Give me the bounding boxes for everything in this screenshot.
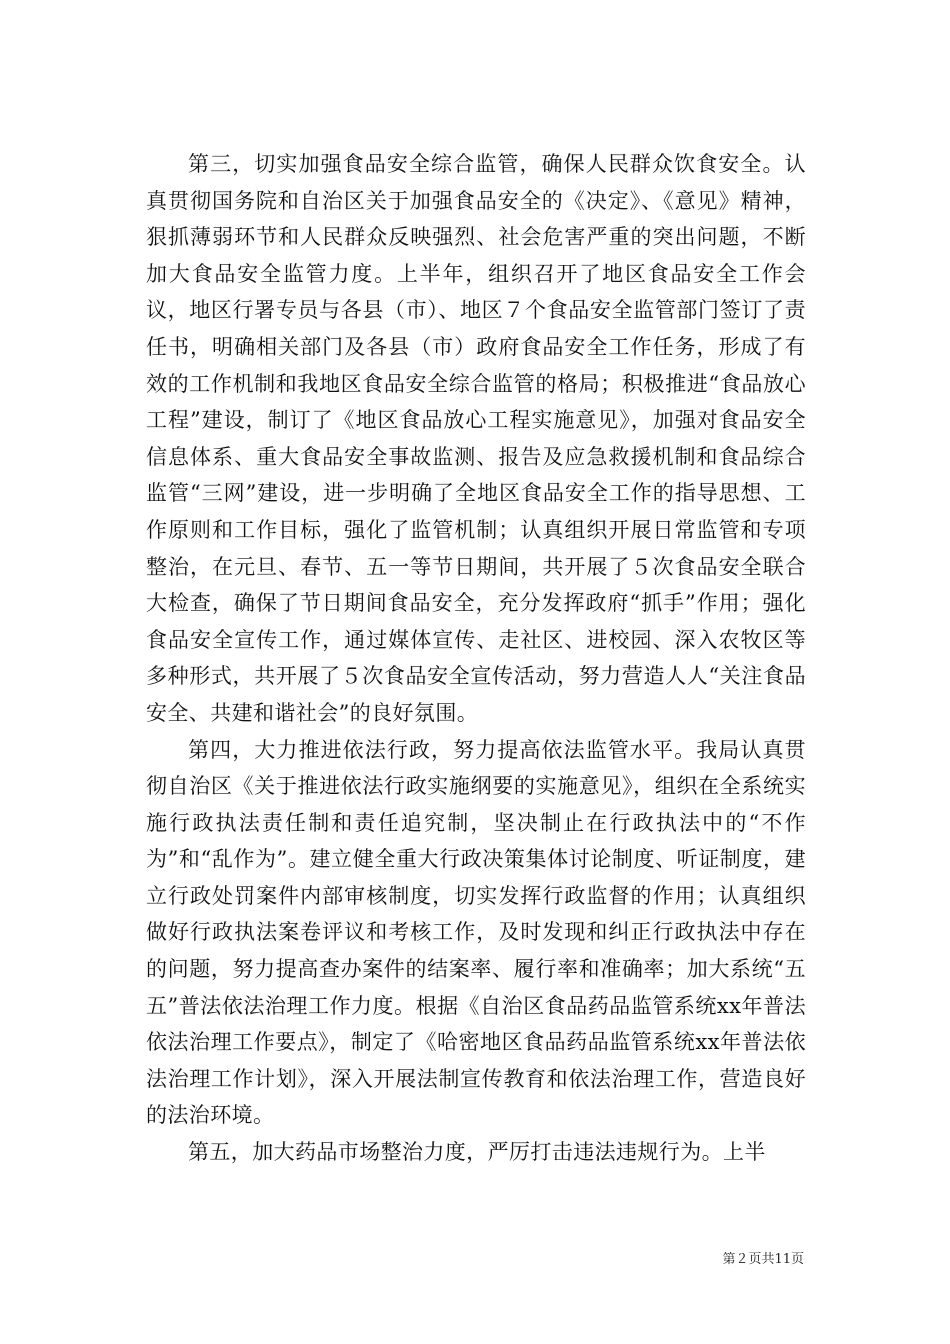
document-body bbox=[146, 146, 806, 1171]
page-number-footer: 第２页共11页 bbox=[722, 1252, 804, 1267]
paragraph-food-safety: 第三，切实加强食品安全综合监管，确保人民群众饮食安全。认真贯彻国务院和自治区关于加强食品安全的《决定》、《意见》精神，狠抓薄弱环节和人民群众反映强烈、社会危害严重的突出问题，不断加大食品安全监管力度。上半年，组织召开了地区食品安全工作会议，地区行署专员与各县（市）、地区７个食品安全监管部门签订了责任书，明确相关部门及各县（市）政府食品安全工作任务，形成了有效的工作机制和我地区食品安全综合监管的格局；积极推进“食品放心工程”建设，制订了《地区食品放心工程实施意见》，加强对食品安全信息体系、重大食品安全事故监测、报告及应急救援机制和食品综合监管“三网”建设，进一步明确了全地区食品安全工作的指导思想、工作原则和工作目标，强化了监管机制；认真组织开展日常监管和专项整治，在元旦、春节、五一等节日期间，共开展了５次食品安全联合大检查，确保了节日期间食品安全，充分发挥政府“抓手”作用；强化食品安全宣传工作，通过媒体宣传、走社区、进校园、深入农牧区等多种形式，共开展了５次食品安全宣传活动，努力营造人人“关注食品安全、共建和谐社会”的良好氛围。 bbox=[146, 152, 806, 725]
paragraph-drug-market: 第五，加大药品市场整治力度，严厉打击违法违规行为。上半 bbox=[188, 1140, 766, 1165]
paragraph-law-enforcement: 第四，大力推进依法行政，努力提高依法监管水平。我局认真贯彻自治区《关于推进依法行政实施纲要的实施意见》，组织在全系统实施行政执法责任制和责任追究制，坚决制止在行政执法中的“不作为”和“乱作为”。建立健全重大行政决策集体讨论制度、听证制度，建立行政处罚案件内部审核制度，切实发挥行政监督的作用；认真组织做好行政执法案卷评议和考核工作，及时发现和纠正行政执法中存在的问题，努力提高查办案件的结案率、履行率和准确率；加大系统“五五”普法依法治理工作力度。根据《自治区食品药品监管系统xx年普法依法治理工作要点》，制定了《哈密地区食品药品监管系统xx年普法依法治理工作计划》，深入开展法制宣传教育和依法治理工作，营造良好的法治环境。 bbox=[146, 737, 806, 1128]
